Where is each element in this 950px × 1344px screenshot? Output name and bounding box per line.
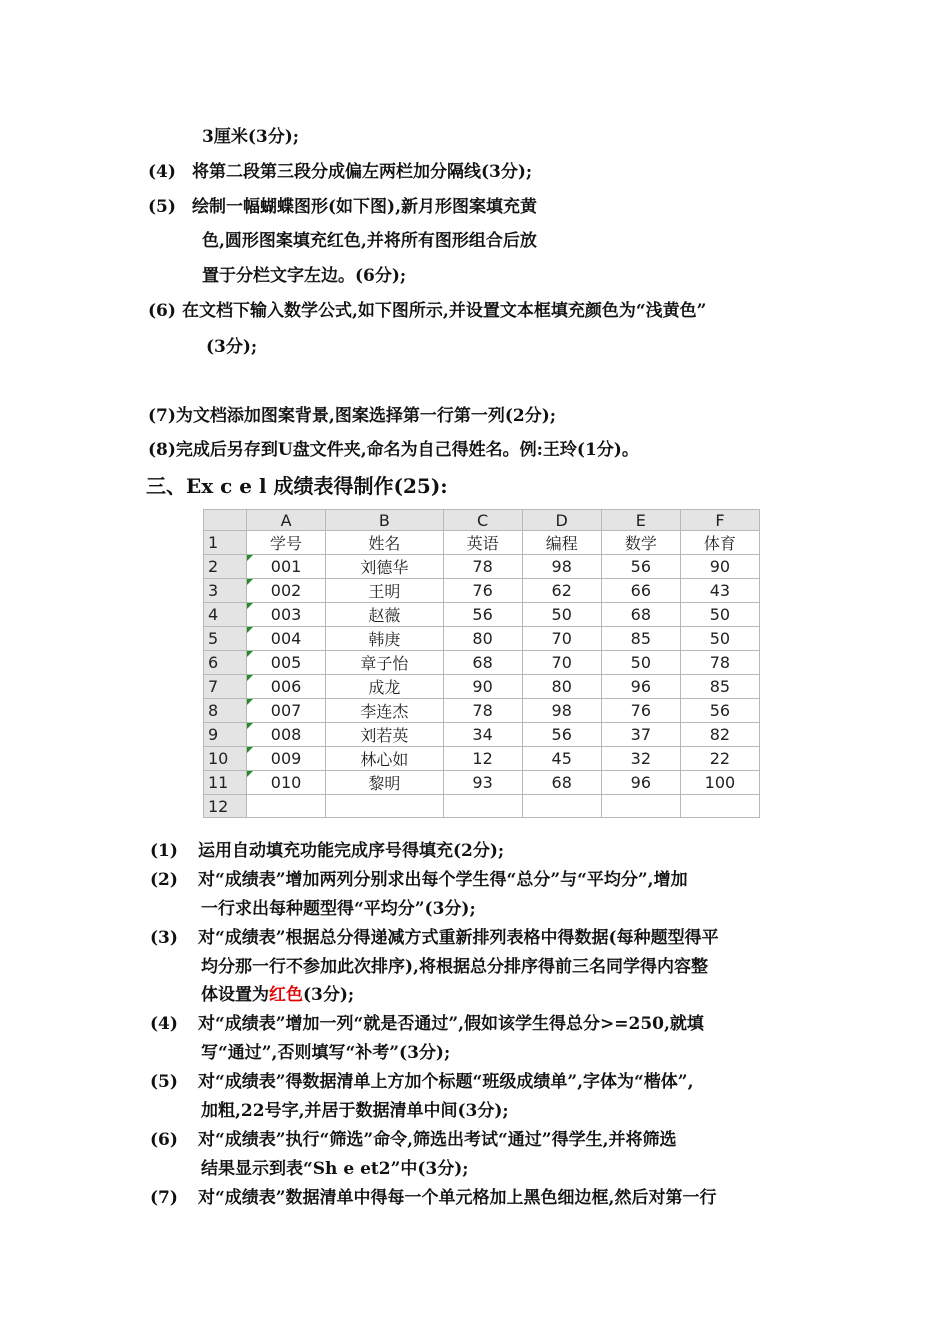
question-text: 加粗,22号字,并居于数据清单中间(3分);	[201, 1101, 509, 1121]
question-item	[150, 927, 719, 949]
row-header: 3	[204, 579, 247, 603]
table-cell: 体育	[680, 531, 759, 555]
row-header: 9	[204, 723, 247, 747]
table-cell: 70	[522, 627, 601, 651]
table-cell: 50	[680, 627, 759, 651]
table-cell: 50	[680, 603, 759, 627]
table-cell: 010	[247, 771, 326, 795]
table-cell: 刘若英	[326, 723, 443, 747]
table-row	[204, 723, 760, 747]
table-cell: 90	[680, 555, 759, 579]
question-text: 对“成绩表”增加两列分别求出每个学生得“总分”与“平均分”,增加	[198, 870, 688, 890]
table-cell: 林心如	[326, 747, 443, 771]
item-3cm-cont: 3厘米(3分);	[202, 127, 300, 147]
column-header: C	[443, 510, 522, 531]
question-number: (1)	[150, 841, 178, 861]
item-6	[148, 300, 706, 322]
column-header: A	[247, 510, 326, 531]
table-cell: 002	[247, 579, 326, 603]
table-cell: 32	[601, 747, 680, 771]
row-header: 2	[204, 555, 247, 579]
question-continuation	[201, 1158, 469, 1180]
question-text: 对“成绩表”执行“筛选”命令,筛选出考试“通过”得学生,并将筛选	[198, 1130, 677, 1150]
row-header: 8	[204, 699, 247, 723]
table-cell: 英语	[443, 531, 522, 555]
table-cell: 学号	[247, 531, 326, 555]
table-row	[204, 579, 760, 603]
table-cell: 78	[680, 651, 759, 675]
table-cell: 100	[680, 771, 759, 795]
table-cell: 数学	[601, 531, 680, 555]
table-cell: 编程	[522, 531, 601, 555]
table-row	[204, 747, 760, 771]
question-text: 运用自动填充功能完成序号得填充(2分);	[198, 841, 505, 861]
table-cell: 93	[443, 771, 522, 795]
column-header-row	[204, 510, 760, 531]
question-text: 一行求出每种题型得“平均分”(3分);	[201, 899, 476, 919]
row-header: 11	[204, 771, 247, 795]
question-number: (7)	[150, 1188, 178, 1208]
table-cell: 22	[680, 747, 759, 771]
table-cell: 43	[680, 579, 759, 603]
table-cell: 56	[443, 603, 522, 627]
table-cell: 37	[601, 723, 680, 747]
column-header: E	[601, 510, 680, 531]
table-cell: 王明	[326, 579, 443, 603]
row-header: 6	[204, 651, 247, 675]
table-cell	[601, 795, 680, 818]
table-cell: 68	[522, 771, 601, 795]
section-heading: 三、Ex c e l 成绩表得制作(25):	[146, 474, 448, 498]
table-cell: 98	[522, 699, 601, 723]
question-text: 均分那一行不参加此次排序),将根据总分排序得前三名同学得内容整	[201, 957, 708, 977]
table-cell: 68	[443, 651, 522, 675]
row-header: 12	[204, 795, 247, 818]
question-number: (4)	[150, 1014, 178, 1034]
table-cell	[522, 795, 601, 818]
question-item	[150, 1187, 716, 1209]
table-cell: 76	[443, 579, 522, 603]
question-continuation	[201, 984, 354, 1006]
question-number: (5)	[150, 1072, 178, 1092]
table-cell	[247, 795, 326, 818]
grade-spreadsheet	[203, 509, 760, 818]
table-cell: 80	[522, 675, 601, 699]
row-header: 7	[204, 675, 247, 699]
table-cell	[326, 795, 443, 818]
table-cell: 96	[601, 675, 680, 699]
table-cell: 78	[443, 699, 522, 723]
table-cell: 姓名	[326, 531, 443, 555]
question-text: (3分);	[303, 985, 355, 1005]
table-cell: 62	[522, 579, 601, 603]
table-cell: 76	[601, 699, 680, 723]
question-number: (6)	[150, 1130, 178, 1150]
table-cell: 85	[601, 627, 680, 651]
question-text: 对“成绩表”根据总分得递减方式重新排列表格中得数据(每种题型得平	[198, 928, 719, 948]
table-cell: 70	[522, 651, 601, 675]
table-cell: 56	[680, 699, 759, 723]
table-cell: 56	[601, 555, 680, 579]
table-cell: 12	[443, 747, 522, 771]
table-row	[204, 675, 760, 699]
question-text: 结果显示到表“Sh e et2”中(3分);	[201, 1159, 469, 1179]
question-text: 对“成绩表”增加一列“就是否通过”,假如该学生得总分>=250,就填	[198, 1014, 704, 1034]
table-cell: 刘德华	[326, 555, 443, 579]
table-cell: 成龙	[326, 675, 443, 699]
column-header: F	[680, 510, 759, 531]
column-header: B	[326, 510, 443, 531]
table-cell	[680, 795, 759, 818]
table-cell: 009	[247, 747, 326, 771]
table-row	[204, 651, 760, 675]
question-continuation	[201, 1100, 509, 1122]
table-cell	[443, 795, 522, 818]
table-cell: 45	[522, 747, 601, 771]
table-cell: 003	[247, 603, 326, 627]
corner-cell	[204, 510, 247, 531]
table-cell: 章子怡	[326, 651, 443, 675]
row-header: 1	[204, 531, 247, 555]
table-cell: 黎明	[326, 771, 443, 795]
table-row	[204, 795, 760, 818]
item-text: 将第二段第三段分成偏左两栏加分隔线(3分);	[192, 162, 533, 182]
table-cell: 90	[443, 675, 522, 699]
table-row	[204, 555, 760, 579]
question-text: 写“通过”,否则填写“补考”(3分);	[201, 1043, 451, 1063]
table-row	[204, 699, 760, 723]
item-number: (6)	[148, 301, 176, 321]
table-row	[204, 531, 760, 555]
item-5-cont-2: 置于分栏文字左边。(6分);	[202, 266, 407, 286]
table-cell: 56	[522, 723, 601, 747]
question-text: 对“成绩表”得数据清单上方加个标题“班级成绩单”,字体为“楷体”,	[198, 1072, 694, 1092]
table-cell: 韩庚	[326, 627, 443, 651]
table-cell: 007	[247, 699, 326, 723]
item-7: (7)为文档添加图案背景,图案选择第一行第一列(2分);	[148, 406, 557, 426]
row-header: 4	[204, 603, 247, 627]
question-item	[150, 1071, 694, 1093]
table-cell: 008	[247, 723, 326, 747]
highlight-red-text: 红色	[269, 985, 303, 1005]
row-header: 10	[204, 747, 247, 771]
question-number: (3)	[150, 928, 178, 948]
question-item	[150, 1129, 677, 1151]
question-text: 对“成绩表”数据清单中得每一个单元格加上黑色细边框,然后对第一行	[198, 1188, 717, 1208]
item-text: 绘制一幅蝴蝶图形(如下图),新月形图案填充黄	[192, 197, 538, 217]
question-number: (2)	[150, 870, 178, 890]
column-header: D	[522, 510, 601, 531]
item-4	[148, 161, 532, 183]
table-cell: 82	[680, 723, 759, 747]
table-cell: 85	[680, 675, 759, 699]
table-row	[204, 627, 760, 651]
item-6-cont: (3分);	[206, 337, 258, 357]
item-number: (4)	[148, 162, 176, 182]
question-item	[150, 1013, 704, 1035]
table-cell: 001	[247, 555, 326, 579]
question-continuation	[201, 898, 476, 920]
table-cell: 005	[247, 651, 326, 675]
item-text: 在文档下输入数学公式,如下图所示,并设置文本框填充颜色为“浅黄色”	[182, 301, 707, 321]
table-cell: 96	[601, 771, 680, 795]
question-item	[150, 869, 688, 891]
table-row	[204, 603, 760, 627]
table-cell: 李连杰	[326, 699, 443, 723]
table-row	[204, 771, 760, 795]
table-cell: 98	[522, 555, 601, 579]
table-cell: 004	[247, 627, 326, 651]
item-5-cont-1: 色,圆形图案填充红色,并将所有图形组合后放	[202, 231, 537, 251]
item-number: (5)	[148, 197, 176, 217]
item-8: (8)完成后另存到U盘文件夹,命名为自己得姓名。例:王玲(1分)。	[148, 440, 639, 460]
table-cell: 68	[601, 603, 680, 627]
table-cell: 006	[247, 675, 326, 699]
table-cell: 赵薇	[326, 603, 443, 627]
table-cell: 80	[443, 627, 522, 651]
question-item	[150, 840, 504, 862]
question-continuation	[201, 956, 708, 978]
table-cell: 50	[601, 651, 680, 675]
table-cell: 34	[443, 723, 522, 747]
question-text: 体设置为	[201, 985, 269, 1005]
table-cell: 66	[601, 579, 680, 603]
item-5	[148, 196, 537, 218]
table-cell: 78	[443, 555, 522, 579]
question-continuation	[201, 1042, 450, 1064]
table-cell: 50	[522, 603, 601, 627]
row-header: 5	[204, 627, 247, 651]
